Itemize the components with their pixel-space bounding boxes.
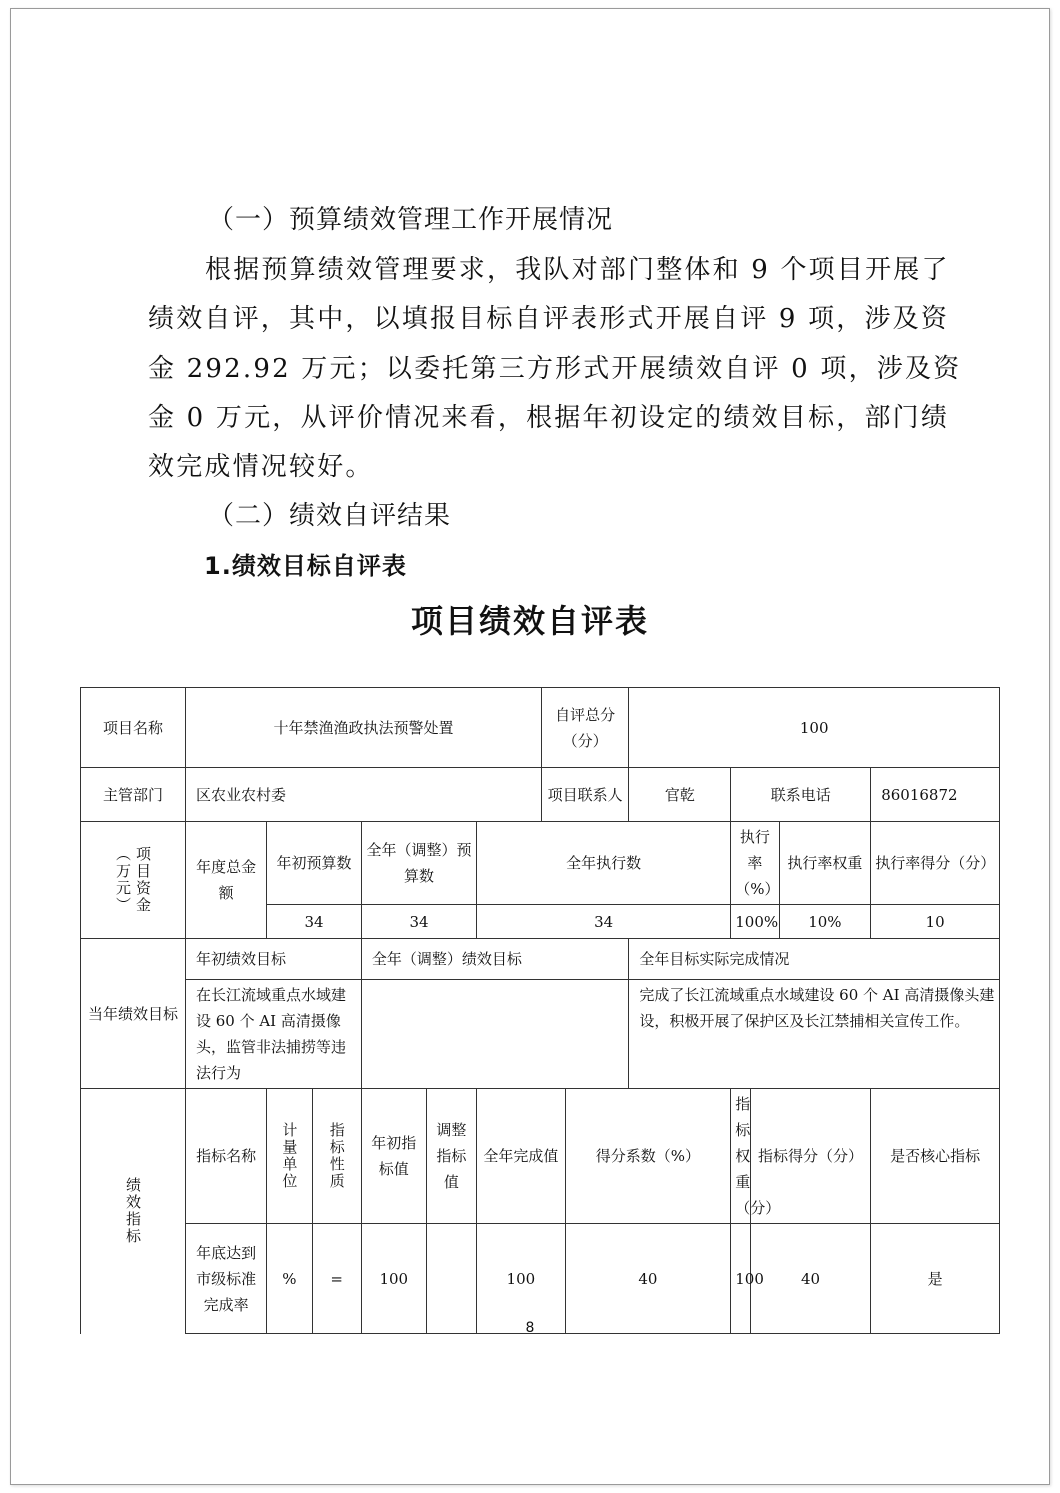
adjusted-goal-label: 全年（调整）绩效目标 <box>361 939 629 980</box>
ind-row-initial: 100 <box>361 1224 426 1334</box>
exec-weight: 10% <box>779 905 871 939</box>
ind-header-coef: 得分系数（%） <box>565 1089 731 1224</box>
heading-target-table: 1.绩效目标自评表 <box>204 552 407 580</box>
paragraph-line: 金 0 万元，从评价情况来看，根据年初设定的绩效目标，部门绩 <box>148 403 950 433</box>
ind-row-nature: = <box>312 1224 361 1334</box>
project-name: 十年禁渔渔政执法预警处置 <box>185 688 541 768</box>
exec-rate: 100% <box>731 905 779 939</box>
dept: 区农业农村委 <box>185 768 541 822</box>
page-number: 8 <box>525 1320 535 1336</box>
paragraph-line: 金 292.92 万元；以委托第三方形式开展绩效自评 0 项，涉及资 <box>148 354 962 384</box>
paragraph-line: 根据预算绩效管理要求，我队对部门整体和 9 个项目开展了 <box>205 255 950 285</box>
initial-budget-label: 年初预算数 <box>267 822 362 905</box>
executed-label: 全年执行数 <box>477 822 731 905</box>
goals-label: 当年绩效目标 <box>81 939 186 1089</box>
ind-row-core: 是 <box>871 1224 1000 1334</box>
ind-header-weight: 指标权重（分） <box>731 1089 751 1224</box>
initial-goal: 在长江流域重点水域建设 60 个 AI 高清摄像头，监管非法捕捞等违法行为 <box>185 980 361 1089</box>
ind-row-name: 年底达到市级标准完成率 <box>185 1224 266 1334</box>
ind-header-adjusted: 调整指标值 <box>426 1089 476 1224</box>
ind-row-weight: 100 <box>731 1224 751 1334</box>
paragraph-line: 效完成情况较好。 <box>148 452 374 482</box>
initial-goal-label: 年初绩效目标 <box>185 939 361 980</box>
contact: 官乾 <box>629 768 731 822</box>
ind-header-complete: 全年完成值 <box>477 1089 565 1224</box>
ind-row-adjusted <box>426 1224 476 1334</box>
actual-label: 全年目标实际完成情况 <box>629 939 1000 980</box>
exec-score-label: 执行率得分（分） <box>871 822 1000 905</box>
self-score: 100 <box>629 688 1000 768</box>
indicators-label: 绩效指标 <box>81 1089 186 1334</box>
heading-self-evaluation-results: （二）绩效自评结果 <box>208 501 452 531</box>
actual: 完成了长江流域重点水域建设 60 个 AI 高清摄像头建设，积极开展了保护区及长江禁捕相关宣传工作。 <box>629 980 1000 1089</box>
ind-row-score: 40 <box>750 1224 870 1334</box>
ind-row-coef: 40 <box>565 1224 731 1334</box>
funds-label: 项目资金（万元） <box>81 822 186 939</box>
ind-header-unit: 计量单位 <box>267 1089 312 1224</box>
heading-budget-management: （一）预算绩效管理工作开展情况 <box>208 205 614 235</box>
exec-score: 10 <box>871 905 1000 939</box>
ind-row-complete: 100 <box>477 1224 565 1334</box>
dept-label: 主管部门 <box>81 768 186 822</box>
executed: 34 <box>477 905 731 939</box>
exec-rate-label: 执行率（%） <box>731 822 779 905</box>
ind-header-score: 指标得分（分） <box>750 1089 870 1224</box>
annual-total-label: 年度总金额 <box>185 822 266 939</box>
ind-header-initial: 年初指标值 <box>361 1089 426 1224</box>
ind-header-core: 是否核心指标 <box>871 1089 1000 1224</box>
contact-label: 项目联系人 <box>541 768 628 822</box>
initial-budget: 34 <box>267 905 362 939</box>
ind-header-nature: 指标性质 <box>312 1089 361 1224</box>
exec-weight-label: 执行率权重 <box>779 822 871 905</box>
self-score-label: 自评总分（分） <box>541 688 628 768</box>
ind-header-name: 指标名称 <box>185 1089 266 1224</box>
ind-row-unit: % <box>267 1224 312 1334</box>
project-name-label: 项目名称 <box>81 688 186 768</box>
phone: 86016872 <box>871 768 1000 822</box>
self-evaluation-form <box>80 687 1000 1334</box>
paragraph-line: 绩效自评，其中，以填报目标自评表形式开展自评 9 项，涉及资 <box>148 304 950 334</box>
table-title: 项目绩效自评表 <box>410 602 649 640</box>
phone-label: 联系电话 <box>731 768 871 822</box>
adjusted-budget-label: 全年（调整）预算数 <box>361 822 476 905</box>
adjusted-goal <box>361 980 629 1089</box>
adjusted-budget: 34 <box>361 905 476 939</box>
